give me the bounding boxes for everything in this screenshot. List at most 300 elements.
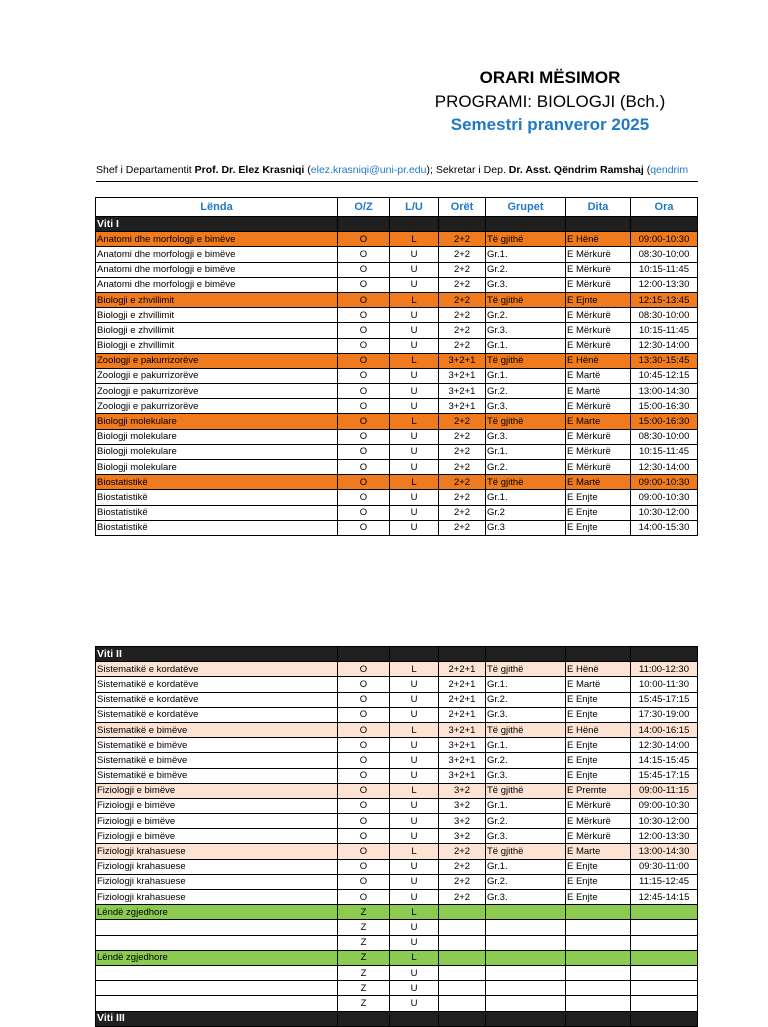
cell-lu: U	[390, 965, 439, 980]
cell-subject: Sistematikë e bimëve	[96, 738, 338, 753]
cell-oz: O	[338, 414, 390, 429]
cell-subject: Fiziologji krahasuese	[96, 874, 338, 889]
cell-subject: Biologji e zhvillimit	[96, 292, 338, 307]
schedule-title: ORARI MËSIMOR	[479, 68, 621, 87]
cell-groups: Gr.2.	[486, 384, 566, 399]
cell-time: 09:00-11:15	[631, 783, 698, 798]
cell-groups: Gr.3.	[486, 890, 566, 905]
cell-time: 12:30-14:00	[631, 460, 698, 475]
cell-oz: Z	[338, 981, 390, 996]
cell-time: 14:00-16:15	[631, 722, 698, 737]
year-row-cell	[338, 647, 390, 662]
column-header-day: Dita	[566, 198, 631, 217]
cell-time: 15:45-17:15	[631, 692, 698, 707]
table-row	[96, 277, 698, 292]
cell-hours	[439, 905, 486, 920]
column-header-subject: Lënda	[96, 198, 338, 217]
cell-subject: Fiziologji krahasuese	[96, 844, 338, 859]
cell-subject: Sistematikë e kordatëve	[96, 662, 338, 677]
cell-lu: L	[390, 292, 439, 307]
cell-time: 14:00-15:30	[631, 520, 698, 535]
table-row	[96, 368, 698, 383]
cell-day: E Enjte	[566, 753, 631, 768]
cell-day: E Enjte	[566, 738, 631, 753]
cell-lu: U	[390, 996, 439, 1011]
cell-hours	[439, 965, 486, 980]
cell-oz: O	[338, 444, 390, 459]
cell-time	[631, 935, 698, 950]
program-name: PROGRAMI: BIOLOGJI (Bch.)	[434, 92, 666, 111]
cell-oz: O	[338, 738, 390, 753]
cell-groups: Të gjithë	[486, 232, 566, 247]
cell-time	[631, 920, 698, 935]
cell-oz: O	[338, 798, 390, 813]
cell-subject: Fiziologji krahasuese	[96, 859, 338, 874]
cell-groups: Gr.3.	[486, 399, 566, 414]
cell-lu: U	[390, 920, 439, 935]
cell-time: 10:45-12:15	[631, 368, 698, 383]
year-row-cell	[566, 217, 631, 232]
cell-hours: 2+2+1	[439, 707, 486, 722]
cell-subject	[96, 965, 338, 980]
cell-time: 11:00-12:30	[631, 662, 698, 677]
cell-groups: Gr.3.	[486, 829, 566, 844]
cell-lu: L	[390, 844, 439, 859]
cell-day: E Hënë	[566, 353, 631, 368]
table-row	[96, 323, 698, 338]
cell-hours: 3+2+1	[439, 353, 486, 368]
cell-groups: Gr.2.	[486, 262, 566, 277]
table-row	[96, 829, 698, 844]
year-row-cell	[439, 647, 486, 662]
cell-hours	[439, 950, 486, 965]
cell-hours: 3+2	[439, 783, 486, 798]
cell-time	[631, 950, 698, 965]
secretary-name: Dr. Asst. Qëndrim Ramshaj	[508, 164, 644, 176]
cell-oz: O	[338, 890, 390, 905]
cell-subject: Fiziologji e bimëve	[96, 829, 338, 844]
cell-day: E Mërkurë	[566, 262, 631, 277]
cell-lu: L	[390, 475, 439, 490]
cell-lu: U	[390, 677, 439, 692]
table-row	[96, 874, 698, 889]
cell-lu: L	[390, 353, 439, 368]
cell-subject: Fiziologji krahasuese	[96, 890, 338, 905]
cell-day: E Enjte	[566, 859, 631, 874]
cell-day	[566, 996, 631, 1011]
cell-oz: O	[338, 722, 390, 737]
table-header-row	[96, 198, 698, 217]
cell-groups: Të gjithë	[486, 783, 566, 798]
table-row	[96, 444, 698, 459]
year-label: Viti III	[96, 1011, 338, 1026]
cell-hours: 3+2+1	[439, 384, 486, 399]
cell-day: E Mërkurë	[566, 338, 631, 353]
cell-lu: U	[390, 890, 439, 905]
table-row	[96, 996, 698, 1011]
cell-groups	[486, 920, 566, 935]
cell-groups: Të gjithë	[486, 722, 566, 737]
table-row	[96, 262, 698, 277]
cell-lu: U	[390, 692, 439, 707]
secretary-label: ); Sekretar i Dep.	[426, 164, 509, 176]
cell-time: 09:00-10:30	[631, 798, 698, 813]
cell-hours: 2+2	[439, 859, 486, 874]
table-row	[96, 338, 698, 353]
table-row	[96, 520, 698, 535]
cell-hours: 3+2	[439, 829, 486, 844]
cell-lu: U	[390, 859, 439, 874]
cell-day: E Martë	[566, 677, 631, 692]
year-row-cell	[390, 647, 439, 662]
cell-subject: Anatomi dhe morfologji e bimëve	[96, 262, 338, 277]
cell-time: 08:30-10:00	[631, 308, 698, 323]
year-row-cell	[338, 217, 390, 232]
cell-oz: Z	[338, 996, 390, 1011]
cell-time: 12:00-13:30	[631, 277, 698, 292]
cell-oz: Z	[338, 965, 390, 980]
cell-day: E Mërkurë	[566, 399, 631, 414]
cell-subject: Zoologji e pakurrizorëve	[96, 384, 338, 399]
cell-lu: L	[390, 232, 439, 247]
cell-subject	[96, 996, 338, 1011]
cell-lu: L	[390, 722, 439, 737]
column-header-hours: Orët	[439, 198, 486, 217]
cell-oz: O	[338, 692, 390, 707]
cell-lu: L	[390, 662, 439, 677]
cell-groups: Gr.1.	[486, 859, 566, 874]
cell-subject: Fiziologji e bimëve	[96, 798, 338, 813]
cell-lu: U	[390, 520, 439, 535]
cell-hours	[439, 996, 486, 1011]
cell-time: 08:30-10:00	[631, 247, 698, 262]
lecture-row	[96, 844, 698, 859]
cell-oz: O	[338, 520, 390, 535]
cell-day	[566, 935, 631, 950]
cell-groups: Të gjithë	[486, 353, 566, 368]
cell-hours: 2+2	[439, 323, 486, 338]
cell-subject: Biostatistikë	[96, 505, 338, 520]
cell-time: 13:30-15:45	[631, 353, 698, 368]
cell-subject: Sistematikë e bimëve	[96, 722, 338, 737]
table-row	[96, 965, 698, 980]
cell-lu: U	[390, 707, 439, 722]
cell-hours: 2+2	[439, 277, 486, 292]
cell-lu: U	[390, 277, 439, 292]
cell-subject: Sistematikë e kordatëve	[96, 692, 338, 707]
cell-groups: Gr.3.	[486, 707, 566, 722]
table-row	[96, 859, 698, 874]
cell-day: E Hënë	[566, 722, 631, 737]
cell-subject: Fiziologji e bimëve	[96, 783, 338, 798]
table-row	[96, 247, 698, 262]
cell-time: 10:30-12:00	[631, 505, 698, 520]
cell-lu: U	[390, 935, 439, 950]
year-row-cell	[566, 647, 631, 662]
cell-groups: Gr.3.	[486, 768, 566, 783]
cell-hours: 2+2	[439, 262, 486, 277]
cell-oz: O	[338, 384, 390, 399]
cell-hours: 2+2	[439, 520, 486, 535]
cell-day	[566, 905, 631, 920]
lecture-row	[96, 783, 698, 798]
cell-oz: O	[338, 783, 390, 798]
cell-hours: 2+2	[439, 232, 486, 247]
table-row	[96, 920, 698, 935]
cell-oz: O	[338, 308, 390, 323]
cell-groups: Gr.1.	[486, 338, 566, 353]
cell-hours	[439, 981, 486, 996]
table-row	[96, 308, 698, 323]
column-header-time: Ora	[631, 198, 698, 217]
cell-groups: Gr.1.	[486, 368, 566, 383]
table-row	[96, 798, 698, 813]
cell-subject: Biologji molekulare	[96, 460, 338, 475]
cell-groups: Gr.1.	[486, 444, 566, 459]
secretary-email-link[interactable]: qendrim	[650, 164, 689, 176]
cell-oz: O	[338, 490, 390, 505]
cell-time: 13:00-14:30	[631, 844, 698, 859]
cell-oz: O	[338, 814, 390, 829]
cell-subject: Fiziologji e bimëve	[96, 814, 338, 829]
cell-day: E Mërkurë	[566, 308, 631, 323]
cell-groups	[486, 905, 566, 920]
cell-subject: Sistematikë e bimëve	[96, 753, 338, 768]
cell-subject: Lëndë zgjedhore	[96, 950, 338, 965]
cell-lu: U	[390, 323, 439, 338]
lecture-row	[96, 232, 698, 247]
head-label: Shef i Departamentit	[96, 164, 195, 176]
cell-groups	[486, 981, 566, 996]
cell-time: 09:00-10:30	[631, 475, 698, 490]
cell-lu: L	[390, 414, 439, 429]
cell-oz: O	[338, 662, 390, 677]
cell-oz: O	[338, 232, 390, 247]
cell-time: 10:15-11:45	[631, 444, 698, 459]
cell-groups: Gr.2.	[486, 814, 566, 829]
cell-lu: U	[390, 490, 439, 505]
table-row	[96, 692, 698, 707]
cell-time: 12:30-14:00	[631, 338, 698, 353]
cell-oz: O	[338, 829, 390, 844]
cell-time: 10:15-11:45	[631, 262, 698, 277]
cell-day: E Hënë	[566, 232, 631, 247]
cell-lu: U	[390, 753, 439, 768]
cell-oz: O	[338, 677, 390, 692]
schedule-table-year-1	[95, 197, 698, 536]
lecture-row	[96, 722, 698, 737]
cell-hours: 2+2+1	[439, 662, 486, 677]
cell-groups: Gr.2	[486, 505, 566, 520]
cell-groups: Gr.2.	[486, 753, 566, 768]
cell-hours: 2+2	[439, 429, 486, 444]
cell-oz: O	[338, 338, 390, 353]
cell-lu: U	[390, 384, 439, 399]
cell-time: 15:00-16:30	[631, 399, 698, 414]
cell-subject	[96, 935, 338, 950]
cell-time	[631, 965, 698, 980]
cell-day: E Mërkurë	[566, 444, 631, 459]
cell-day	[566, 950, 631, 965]
cell-time: 09:00-10:30	[631, 232, 698, 247]
cell-time: 12:30-14:00	[631, 738, 698, 753]
cell-subject: Biologji e zhvillimit	[96, 323, 338, 338]
year-label: Viti I	[96, 217, 338, 232]
table-row	[96, 460, 698, 475]
cell-day	[566, 920, 631, 935]
cell-groups	[486, 935, 566, 950]
cell-day: E Premte	[566, 783, 631, 798]
cell-subject: Biologji molekulare	[96, 429, 338, 444]
cell-groups: Gr.2.	[486, 460, 566, 475]
table-row	[96, 981, 698, 996]
cell-day: E Enjte	[566, 520, 631, 535]
cell-day: E Martë	[566, 384, 631, 399]
cell-hours: 2+2+1	[439, 677, 486, 692]
table-row	[96, 738, 698, 753]
cell-time: 10:00-11:30	[631, 677, 698, 692]
cell-hours: 2+2+1	[439, 692, 486, 707]
cell-groups	[486, 996, 566, 1011]
cell-hours: 2+2	[439, 874, 486, 889]
cell-lu: U	[390, 814, 439, 829]
cell-oz: O	[338, 399, 390, 414]
table-row	[96, 814, 698, 829]
cell-time	[631, 981, 698, 996]
cell-oz: O	[338, 753, 390, 768]
cell-hours: 3+2	[439, 798, 486, 813]
cell-day: E Enjte	[566, 874, 631, 889]
cell-hours: 3+2+1	[439, 368, 486, 383]
cell-hours: 2+2	[439, 460, 486, 475]
cell-lu: L	[390, 905, 439, 920]
cell-day: E Marte	[566, 844, 631, 859]
cell-subject: Anatomi dhe morfologji e bimëve	[96, 232, 338, 247]
cell-lu: U	[390, 829, 439, 844]
cell-hours: 2+2	[439, 475, 486, 490]
cell-hours: 2+2	[439, 247, 486, 262]
cell-subject: Biostatistikë	[96, 490, 338, 505]
cell-oz: O	[338, 368, 390, 383]
cell-subject: Sistematikë e bimëve	[96, 768, 338, 783]
table-row	[96, 935, 698, 950]
cell-subject	[96, 981, 338, 996]
cell-lu: U	[390, 247, 439, 262]
cell-groups: Të gjithë	[486, 844, 566, 859]
cell-lu: U	[390, 308, 439, 323]
cell-time: 15:45-17:15	[631, 768, 698, 783]
cell-groups: Të gjithë	[486, 662, 566, 677]
cell-oz: O	[338, 429, 390, 444]
cell-hours: 2+2	[439, 890, 486, 905]
cell-day: E Mërkurë	[566, 429, 631, 444]
cell-day: E Mërkurë	[566, 798, 631, 813]
cell-groups: Gr.3	[486, 520, 566, 535]
cell-time: 13:00-14:30	[631, 384, 698, 399]
cell-oz: O	[338, 292, 390, 307]
cell-day: E Enjte	[566, 768, 631, 783]
cell-lu: U	[390, 505, 439, 520]
cell-time	[631, 905, 698, 920]
cell-subject: Zoologji e pakurrizorëve	[96, 353, 338, 368]
schedule-table-year-2	[95, 646, 698, 1027]
cell-oz: O	[338, 505, 390, 520]
cell-day: E Mërkurë	[566, 247, 631, 262]
cell-day: E Enjte	[566, 505, 631, 520]
cell-day: E Ejnte	[566, 292, 631, 307]
table-row	[96, 890, 698, 905]
cell-groups: Gr.3.	[486, 429, 566, 444]
cell-day: E Hënë	[566, 662, 631, 677]
cell-day	[566, 965, 631, 980]
cell-groups: Gr.2.	[486, 874, 566, 889]
cell-time: 09:30-11:00	[631, 859, 698, 874]
lecture-row	[96, 353, 698, 368]
cell-day: E Mërkurë	[566, 460, 631, 475]
cell-groups: Gr.1.	[486, 247, 566, 262]
cell-lu: U	[390, 768, 439, 783]
cell-oz: Z	[338, 905, 390, 920]
cell-groups: Gr.3.	[486, 323, 566, 338]
table-row	[96, 399, 698, 414]
year-row	[96, 217, 698, 232]
cell-subject: Biostatistikë	[96, 520, 338, 535]
cell-hours: 2+2	[439, 292, 486, 307]
cell-time: 08:30-10:00	[631, 429, 698, 444]
cell-groups: Të gjithë	[486, 292, 566, 307]
cell-day: E Mërkurë	[566, 323, 631, 338]
cell-oz: O	[338, 475, 390, 490]
cell-time: 15:00-16:30	[631, 414, 698, 429]
cell-groups: Të gjithë	[486, 475, 566, 490]
cell-hours: 2+2	[439, 844, 486, 859]
cell-groups: Gr.1.	[486, 677, 566, 692]
cell-lu: U	[390, 874, 439, 889]
year-row-cell	[486, 217, 566, 232]
cell-groups	[486, 965, 566, 980]
cell-lu: U	[390, 338, 439, 353]
head-email-link[interactable]: elez.krasniqi@uni-pr.edu	[310, 164, 427, 176]
cell-lu: U	[390, 368, 439, 383]
year-row-cell	[486, 647, 566, 662]
column-header-groups: Grupet	[486, 198, 566, 217]
cell-hours	[439, 935, 486, 950]
cell-time: 12:15-13:45	[631, 292, 698, 307]
cell-lu: L	[390, 783, 439, 798]
cell-groups: Gr.2.	[486, 692, 566, 707]
cell-lu: L	[390, 950, 439, 965]
cell-lu: U	[390, 460, 439, 475]
elective-row	[96, 950, 698, 965]
cell-hours	[439, 920, 486, 935]
cell-subject: Biologji e zhvillimit	[96, 308, 338, 323]
cell-oz: O	[338, 844, 390, 859]
cell-hours: 2+2	[439, 444, 486, 459]
divider	[96, 181, 698, 182]
cell-groups: Gr.1.	[486, 490, 566, 505]
cell-lu: U	[390, 444, 439, 459]
cell-time: 11:15-12:45	[631, 874, 698, 889]
table-row	[96, 429, 698, 444]
year-row-cell	[631, 217, 698, 232]
cell-lu: U	[390, 399, 439, 414]
cell-lu: U	[390, 981, 439, 996]
cell-time: 10:30-12:00	[631, 814, 698, 829]
cell-subject: Anatomi dhe morfologji e bimëve	[96, 277, 338, 292]
elective-row	[96, 905, 698, 920]
cell-day: E Mërkurë	[566, 814, 631, 829]
column-header-lu: L/U	[390, 198, 439, 217]
